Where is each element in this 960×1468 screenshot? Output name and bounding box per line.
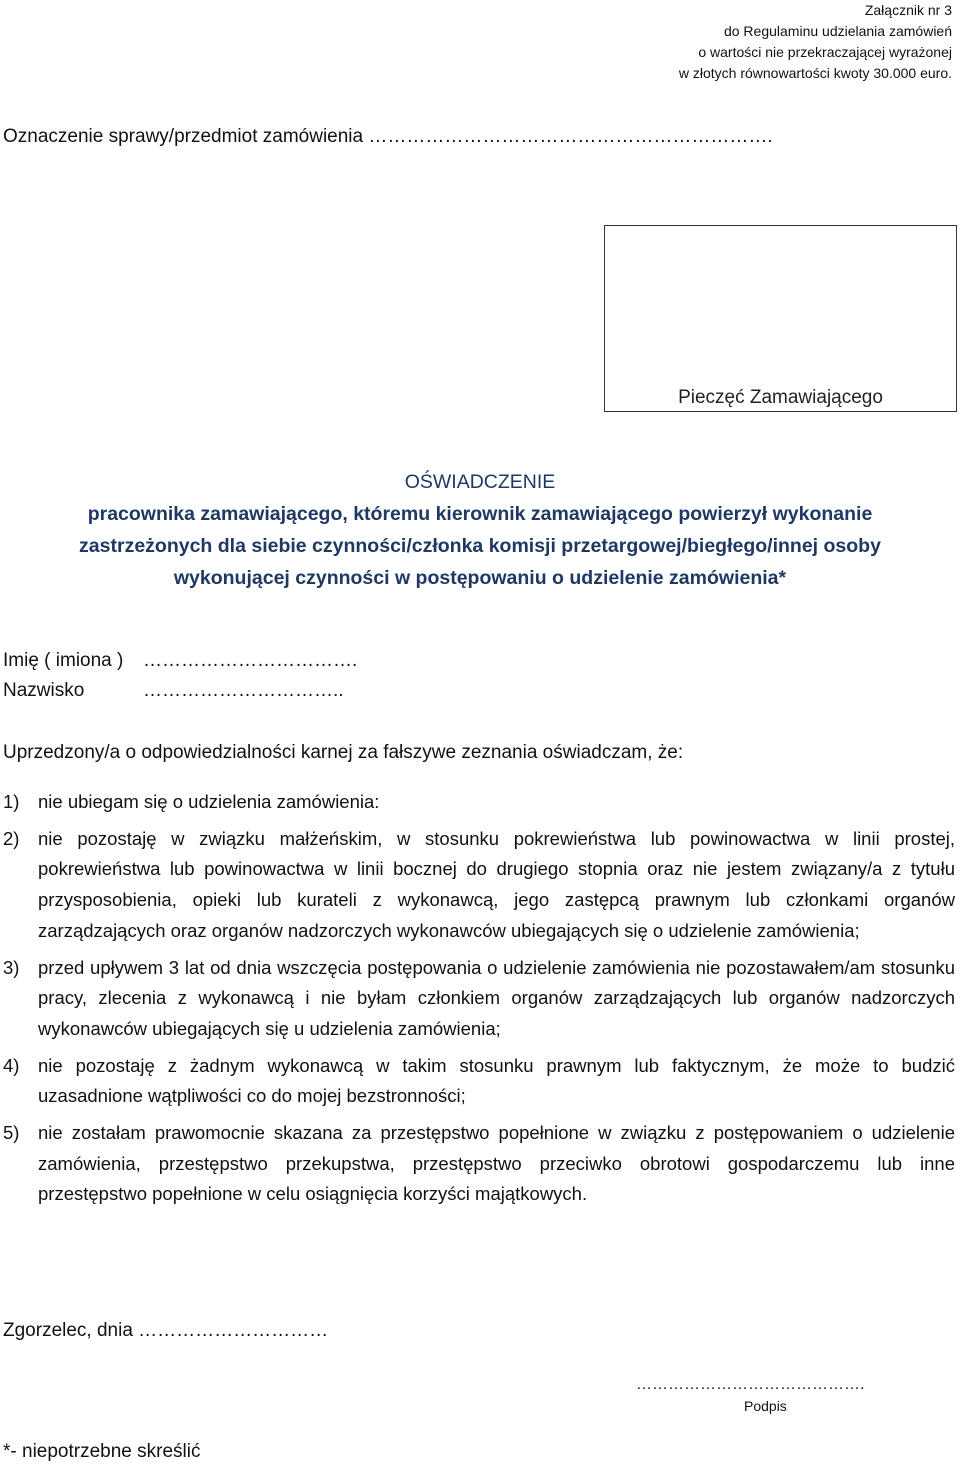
first-name-field [3,650,358,672]
document-title [0,466,960,594]
item-number: 1) [3,791,20,812]
title-heading: OŚWIADCZENIE [404,471,556,493]
footnote: *- niepotrzebne skreślić [3,1441,201,1462]
list-item [3,1118,955,1210]
item-text: nie zostałam prawomocnie skazana za przestępstwo popełnione w związku z postępowaniem o udzielenie zamówienia, przestępstwo przekupstwa, przestępstwo przeciwko obrotowi gospodarczemu lub inne przestępstwo popełnione w celu osiągnięcia korzyści majątkowych. [38,1122,955,1205]
last-name-value: ………………………….. [143,680,344,701]
list-item [3,787,955,818]
first-name-label: Imię ( imiona ) [3,650,124,671]
item-text: nie pozostaję w związku małżeńskim, w stosunku pokrewieństwa lub powinowactwa w linii prostej, pokrewieństwa lub powinowactwa w linii bocznej do drugiego stopnia oraz nie jestem związany/a z tytułu przysposobienia, opieki lub kurateli z wykonawcą, jego zastępcą prawnym lub członkami organów zarządzających oraz organów nadzorczych wykonawców ubiegających się o udzielenie zamówienia; [38,827,955,941]
title-line: pracownika zamawiającego, któremu kierownik zamawiającego powierzył wykonanie [87,503,873,525]
list-item [3,1051,955,1112]
first-name-value: ……………………………. [143,650,358,671]
title-line: zastrzeżonych dla siebie czynności/członka komisji przetargowej/biegłego/innej osoby [79,535,881,557]
stamp-box [604,225,957,412]
annex-header [679,0,952,84]
annex-line: do Regulaminu udzielania zamówień [723,23,952,39]
signature-label: Podpis [744,1398,787,1414]
declaration-list [3,787,955,1216]
case-reference: Oznaczenie sprawy/przedmiot zamówienia ………………………………………………………. [3,126,773,147]
item-text: nie pozostaję z żadnym wykonawcą w takim stosunku prawnym lub faktycznym, że może to budzić uzasadnione wątpliwości co do mojej bezstronności; [38,1054,955,1107]
item-text: przed upływem 3 lat od dnia wszczęcia postępowania o udzielenie zamówienia nie pozostawałem/am stosunku pracy, zlecenia z wykonawcą i nie byłam członkiem organów zarządzających lub organów nadzorczych wykonawców ubiegających się u udzielenia zamówienia; [38,956,955,1039]
signature-line: ……………………………………. [636,1376,865,1393]
item-number: 4) [3,1054,20,1076]
item-number: 5) [3,1122,20,1144]
list-item [3,824,955,947]
place-date: Zgorzelec, dnia ………………………… [3,1320,329,1341]
item-text: nie ubiegam się o udzielenia zamówienia: [38,791,380,812]
list-item [3,953,955,1045]
annex-line: o wartości nie przekraczającej wyrażonej [698,44,952,60]
item-number: 2) [3,827,20,849]
stamp-label: Pieczęć Zamawiającego [678,387,883,408]
title-line: wykonującej czynności w postępowaniu o udzielenie zamówienia* [173,567,787,589]
annex-line: w złotych równowartości kwoty 30.000 euro. [678,65,952,81]
last-name-label: Nazwisko [3,680,85,701]
item-number: 3) [3,956,20,978]
declaration-intro: Uprzedzony/a o odpowiedzialności karnej za fałszywe zeznania oświadczam, że: [3,742,684,763]
last-name-field [3,680,344,702]
annex-line: Załącznik nr 3 [864,2,952,18]
